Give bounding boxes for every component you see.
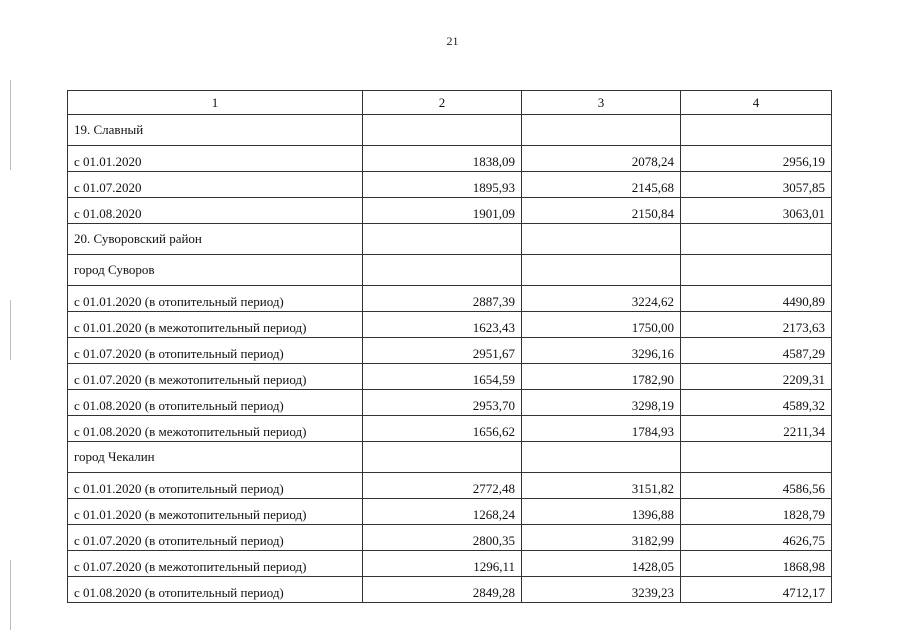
table-row bbox=[68, 551, 832, 577]
tariff-value-col2: 1838,09 bbox=[363, 146, 522, 172]
tariff-value-col4: 4490,89 bbox=[681, 286, 832, 312]
tariff-value-col4: 4712,17 bbox=[681, 577, 832, 603]
tariff-value-col2: 1654,59 bbox=[363, 364, 522, 390]
tariff-value-col4: 3063,01 bbox=[681, 198, 832, 224]
tariff-value-col4: 1868,98 bbox=[681, 551, 832, 577]
empty-cell bbox=[522, 115, 681, 146]
tariff-value-col3: 1750,00 bbox=[522, 312, 681, 338]
period-label: с 01.08.2020 (в отопительный период) bbox=[68, 390, 363, 416]
tariff-value-col3: 1782,90 bbox=[522, 364, 681, 390]
empty-cell bbox=[522, 442, 681, 473]
scan-edge-mark bbox=[10, 300, 11, 360]
empty-cell bbox=[363, 224, 522, 255]
period-label: с 01.01.2020 (в отопительный период) bbox=[68, 473, 363, 499]
period-label: с 01.08.2020 (в отопительный период) bbox=[68, 577, 363, 603]
period-label: с 01.08.2020 (в межотопительный период) bbox=[68, 416, 363, 442]
period-label: с 01.01.2020 (в межотопительный период) bbox=[68, 312, 363, 338]
tariff-value-col3: 1784,93 bbox=[522, 416, 681, 442]
tariff-table bbox=[67, 90, 832, 603]
column-header: 3 bbox=[522, 91, 681, 115]
table-row bbox=[68, 416, 832, 442]
period-label: с 01.07.2020 (в отопительный период) bbox=[68, 525, 363, 551]
empty-cell bbox=[681, 115, 832, 146]
tariff-value-col4: 2209,31 bbox=[681, 364, 832, 390]
tariff-value-col2: 2951,67 bbox=[363, 338, 522, 364]
tariff-value-col4: 2211,34 bbox=[681, 416, 832, 442]
period-label: с 01.07.2020 bbox=[68, 172, 363, 198]
section-header-row bbox=[68, 255, 832, 286]
tariff-value-col3: 3298,19 bbox=[522, 390, 681, 416]
table-row bbox=[68, 473, 832, 499]
tariff-value-col3: 2078,24 bbox=[522, 146, 681, 172]
table-row bbox=[68, 146, 832, 172]
tariff-value-col2: 1623,43 bbox=[363, 312, 522, 338]
tariff-value-col2: 1656,62 bbox=[363, 416, 522, 442]
period-label: с 01.01.2020 bbox=[68, 146, 363, 172]
section-header-row bbox=[68, 224, 832, 255]
period-label: с 01.01.2020 (в отопительный период) bbox=[68, 286, 363, 312]
tariff-value-col4: 4586,56 bbox=[681, 473, 832, 499]
scan-edge-mark bbox=[10, 560, 11, 630]
tariff-value-col4: 1828,79 bbox=[681, 499, 832, 525]
empty-cell bbox=[363, 255, 522, 286]
table-body bbox=[68, 115, 832, 603]
tariff-value-col2: 1895,93 bbox=[363, 172, 522, 198]
empty-cell bbox=[363, 442, 522, 473]
tariff-value-col3: 1428,05 bbox=[522, 551, 681, 577]
table-row bbox=[68, 286, 832, 312]
period-label: с 01.07.2020 (в межотопительный период) bbox=[68, 364, 363, 390]
table-row bbox=[68, 525, 832, 551]
tariff-value-col2: 1901,09 bbox=[363, 198, 522, 224]
tariff-value-col2: 2849,28 bbox=[363, 577, 522, 603]
table-row bbox=[68, 499, 832, 525]
section-label: 19. Славный bbox=[68, 115, 363, 146]
tariff-value-col4: 2956,19 bbox=[681, 146, 832, 172]
table-row bbox=[68, 172, 832, 198]
empty-cell bbox=[522, 224, 681, 255]
section-header-row bbox=[68, 442, 832, 473]
column-header: 2 bbox=[363, 91, 522, 115]
scan-edge-mark bbox=[10, 80, 11, 170]
tariff-value-col2: 2800,35 bbox=[363, 525, 522, 551]
period-label: с 01.07.2020 (в межотопительный период) bbox=[68, 551, 363, 577]
tariff-value-col4: 2173,63 bbox=[681, 312, 832, 338]
tariff-value-col2: 2887,39 bbox=[363, 286, 522, 312]
section-label: 20. Суворовский район bbox=[68, 224, 363, 255]
section-label: город Чекалин bbox=[68, 442, 363, 473]
table-row bbox=[68, 198, 832, 224]
period-label: с 01.01.2020 (в межотопительный период) bbox=[68, 499, 363, 525]
tariff-value-col4: 4626,75 bbox=[681, 525, 832, 551]
tariff-value-col3: 1396,88 bbox=[522, 499, 681, 525]
tariff-value-col3: 3239,23 bbox=[522, 577, 681, 603]
empty-cell bbox=[363, 115, 522, 146]
table-row bbox=[68, 312, 832, 338]
section-label: город Суворов bbox=[68, 255, 363, 286]
table-row bbox=[68, 390, 832, 416]
tariff-value-col2: 2772,48 bbox=[363, 473, 522, 499]
tariff-value-col4: 4587,29 bbox=[681, 338, 832, 364]
tariff-value-col3: 3296,16 bbox=[522, 338, 681, 364]
table-header-row bbox=[68, 91, 832, 115]
column-header: 1 bbox=[68, 91, 363, 115]
tariff-value-col3: 2145,68 bbox=[522, 172, 681, 198]
tariff-value-col3: 3224,62 bbox=[522, 286, 681, 312]
column-header: 4 bbox=[681, 91, 832, 115]
tariff-value-col3: 3151,82 bbox=[522, 473, 681, 499]
tariff-value-col2: 2953,70 bbox=[363, 390, 522, 416]
tariff-value-col2: 1296,11 bbox=[363, 551, 522, 577]
period-label: с 01.08.2020 bbox=[68, 198, 363, 224]
table-row bbox=[68, 338, 832, 364]
empty-cell bbox=[681, 442, 832, 473]
empty-cell bbox=[522, 255, 681, 286]
section-header-row bbox=[68, 115, 832, 146]
table-row bbox=[68, 577, 832, 603]
tariff-value-col3: 3182,99 bbox=[522, 525, 681, 551]
tariff-value-col3: 2150,84 bbox=[522, 198, 681, 224]
tariff-value-col4: 3057,85 bbox=[681, 172, 832, 198]
page-number: 21 bbox=[446, 34, 459, 48]
empty-cell bbox=[681, 224, 832, 255]
period-label: с 01.07.2020 (в отопительный период) bbox=[68, 338, 363, 364]
tariff-value-col4: 4589,32 bbox=[681, 390, 832, 416]
empty-cell bbox=[681, 255, 832, 286]
table-row bbox=[68, 364, 832, 390]
tariff-value-col2: 1268,24 bbox=[363, 499, 522, 525]
